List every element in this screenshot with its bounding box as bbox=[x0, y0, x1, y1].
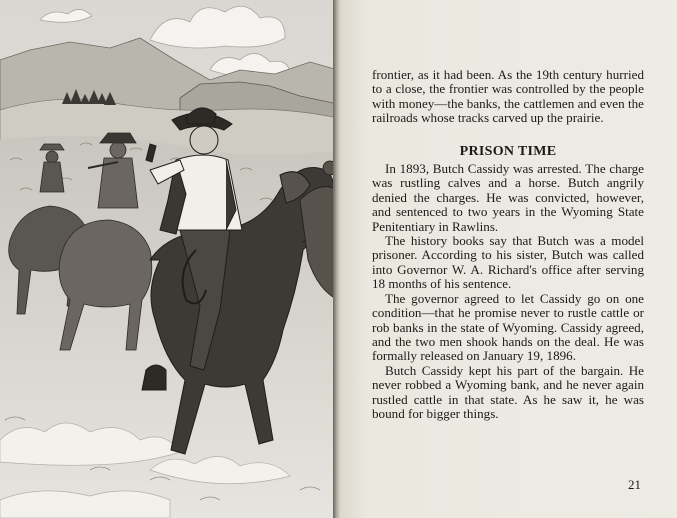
section-heading: PRISON TIME bbox=[459, 143, 557, 159]
paragraph-arrest: In 1893, Butch Cassidy was arrested. The charge was rustling calves and a horse. Butch angrily denied the charges. He was convicted, however, and sentenced to two years in the Wyoming State Penitentiary in Rawlins. bbox=[372, 161, 644, 234]
page-text bbox=[372, 68, 644, 421]
left-page-illustration bbox=[0, 0, 338, 518]
paragraph-kept-bargain: Butch Cassidy kept his part of the bargain. He never robbed a Wyoming bank, and he never again rustled cattle in that state. As he saw it, he was bound for bigger things. bbox=[372, 362, 644, 421]
paragraph-governor-deal: The governor agreed to let Cassidy go on one condition—that he promise never to rustle cattle or rob banks in the state of Wyoming. Cassidy agreed, and the two men shook hands on the deal. He was formally released on January 19, 1896. bbox=[372, 290, 644, 364]
paragraph-model-prisoner: The history books say that Butch was a model prisoner. According to his sister, Butch was called into Governor W. A. Richard's office after serving 18 months of his sentence. bbox=[372, 233, 644, 292]
page-number: 21 bbox=[628, 477, 641, 492]
intro-paragraph: frontier, as it had been. As the 19th century hurried to a close, the frontier was controlled by the people with money—the banks, the cattlemen and even the railroads whose tracks carved up the prairie. bbox=[372, 67, 644, 126]
horseback-riders-illustration bbox=[0, 0, 338, 518]
